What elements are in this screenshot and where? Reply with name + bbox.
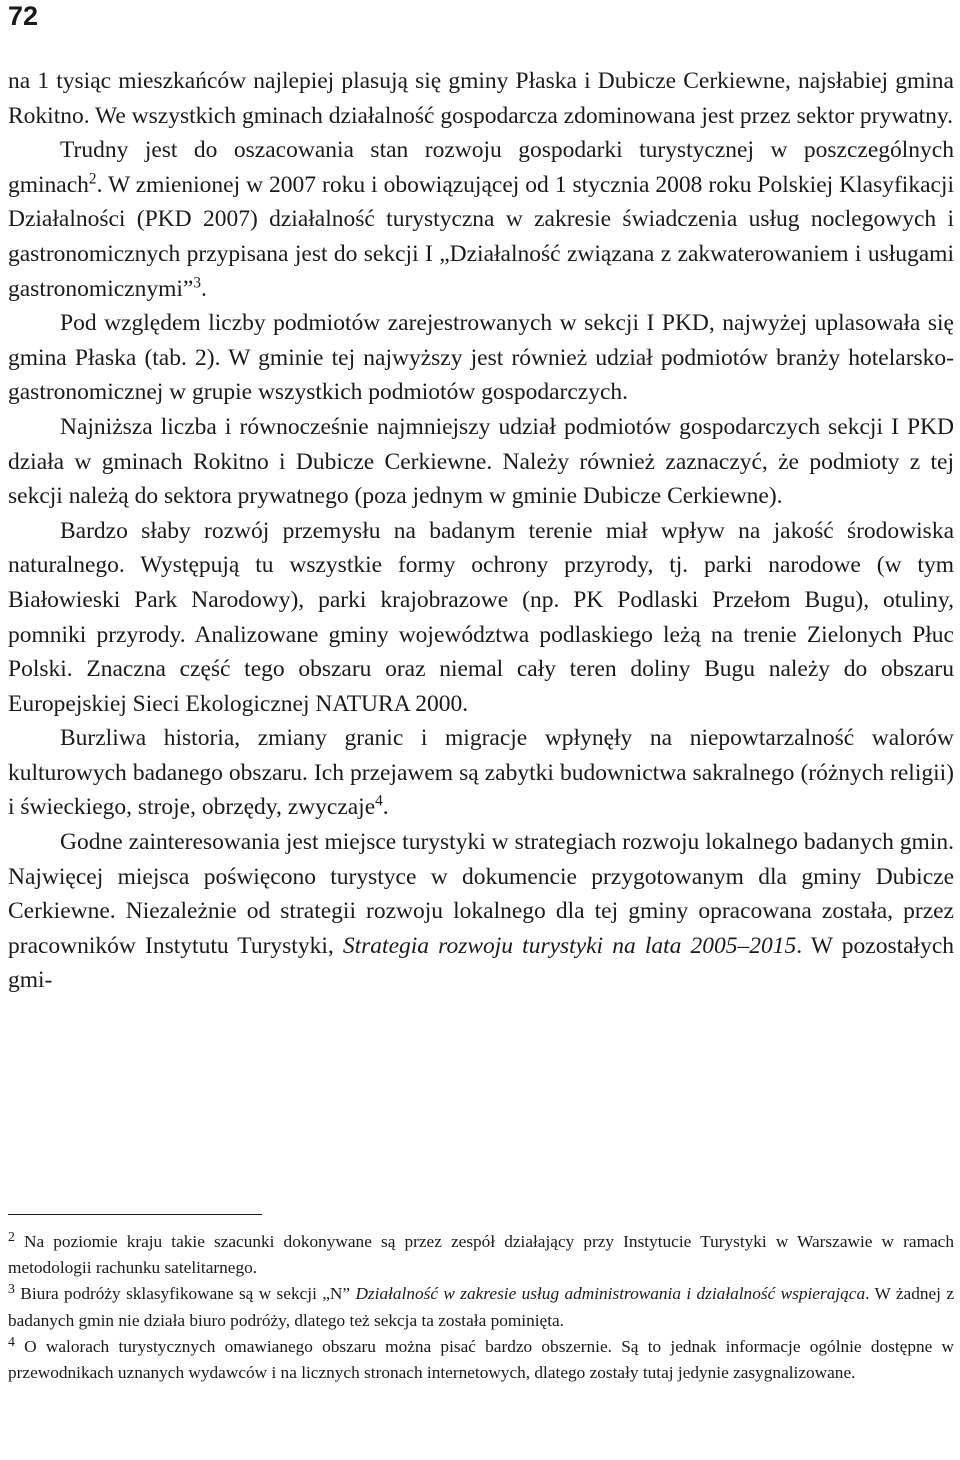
paragraph-continuation: na 1 tysiąc mieszkańców najlepiej plasują się gminy Płaska i Dubicze Cerkiewne, najsłabiej gmina Rokitno. We wszystkich gminach działalność gospodarcza zdominowana jest przez sektor prywatny. <box>8 68 954 129</box>
footnote-marker: 3 <box>8 1281 15 1297</box>
paragraph-lowest-share: Najniższa liczba i równocześnie najmniejszy udział podmiotów gospodarczych sekcji I PKD działa w gminach Rokitno i Dubicze Cerkiewne. Należy również zaznaczyć, że podmioty z tej sekcji należą do sektora prywatnego (poza jednym w gminie Dubicze Cerkiewne). <box>8 413 954 510</box>
footnote-4 <box>8 1334 954 1386</box>
footnotes <box>8 1229 954 1386</box>
paragraph-history <box>8 721 954 825</box>
paragraph-text: Burzliwa historia, zmiany granic i migracje wpłynęły na niepowtarzalność walorów kulturowych badanego obszaru. Ich przejawem są zabytki budownictwa sakralnego (różnych religii) i świeckiego, stroje, obrzędy, zwyczaje <box>8 725 954 821</box>
footnote-reference[interactable]: 4 <box>375 793 383 811</box>
footnote-marker: 4 <box>8 1333 15 1349</box>
footnote-2 <box>8 1229 954 1281</box>
footnote-text: Na poziomie kraju takie szacunki dokonywane są przez zespół działający przy Instytucie Turystyki w Warszawie w ramach metodologii rachunku satelitarnego. <box>8 1232 954 1278</box>
paragraph-text: . W zmienionej w 2007 roku i obowiązującej od 1 stycznia 2008 roku Polskiej Klasyfikacji Działalności (PKD 2007) działalność turystyczna w zakresie świadczenia usług noclegowych i gastronomicznych przypisana jest do sekcji I „Działalność związana z zakwaterowaniem i usługami gastronomicznymi” <box>8 171 954 302</box>
footnote-marker: 2 <box>8 1228 15 1244</box>
page-number: 72 <box>8 1 39 31</box>
paragraph-strategies <box>8 825 954 998</box>
footnote-text: Biura podróży sklasyfikowane są w sekcji „N” <box>14 1284 356 1304</box>
paragraph-environment: Bardzo słaby rozwój przemysłu na badanym terenie miał wpływ na jakość środowiska naturalnego. Występują tu wszystkie formy ochrony przyrody, tj. parki narodowe (w tym Białowieski Park Narodowy), parki krajobrazowe (np. PK Podlaski Przełom Bugu), otuliny, pomniki przyrody. Analizowane gminy województwa podlaskiego leżą na trenie Zielonych Płuc Polski. Znaczna część tego obszaru oraz niemal cały teren doliny Bugu należy do obszaru Europejskiej Sieci Ekologicznej NATURA 2000. <box>8 517 954 717</box>
paragraph-tourism-economy <box>8 133 954 306</box>
body-text <box>8 64 954 998</box>
footnote-text: O walorach turystycznych omawianego obszaru można pisać bardzo obszernie. Są to jednak informacje ogólnie dostępne w przewodnikach uznanych wydawców i na licznych stronach internetowych, dlatego zostały tutaj jedynie zasygnalizowane. <box>8 1336 954 1383</box>
paragraph-text: . W pozostałych gmi- <box>8 932 955 994</box>
paragraph-text: . <box>382 794 389 821</box>
paragraph-text: Godne zainteresowania jest miejsce turystyki w strategiach rozwoju lokalnego badanych gmin. Najwięcej miejsca poświęcono turystyce w dokumencie przygotowanym dla gminy Dubicze Cerkiewne. Niezależnie od strategii rozwoju lokalnego dla tej gminy opracowana została, przez pracowników Instytutu Turystyki, <box>8 829 954 959</box>
footnote-reference[interactable]: 3 <box>193 274 201 292</box>
footnote-text: . W żadnej z badanych gmin nie działa biuro podróży, dlatego też sekcja ta została pominięta. <box>8 1284 954 1330</box>
footnote-italic-section-name: Działalność w zakresie usług administrowania i działalność wspierająca <box>355 1284 866 1304</box>
paragraph-pkd-entities: Pod względem liczby podmiotów zarejestrowanych w sekcji I PKD, najwyżej uplasowała się gmina Płaska (tab. 2). W gminie tej najwyższy jest również udział podmiotów branży hotelarsko-gastronomicznej w grupie wszystkich podmiotów gospodarczych. <box>8 310 954 406</box>
footnote-reference[interactable]: 2 <box>88 170 97 188</box>
paragraph-text: Trudny jest do oszacowania stan rozwoju gospodarki turystycznej w poszczególnych gminach <box>8 137 954 198</box>
footnote-3 <box>8 1281 954 1333</box>
footnote-divider <box>8 1214 262 1215</box>
paragraph-text: . <box>200 275 207 302</box>
strategy-title: Strategia rozwoju turystyki na lata 2005–2015 <box>342 932 797 959</box>
